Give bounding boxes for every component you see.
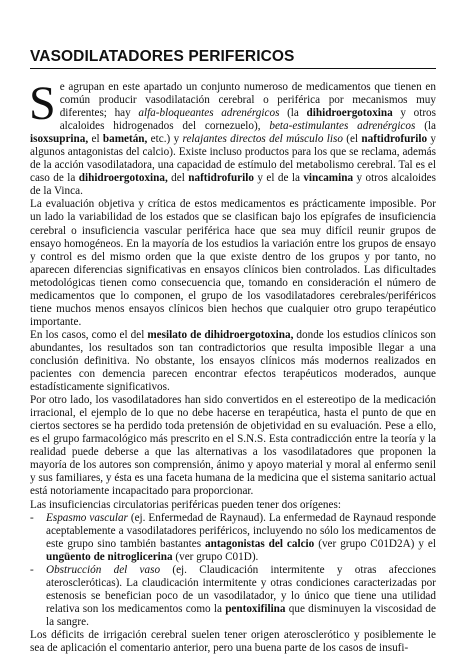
origins-list <box>30 512 436 629</box>
text-run: etc.) y <box>147 133 183 146</box>
page-title: VASODILATADORES PERIFERICOS <box>30 48 436 69</box>
list-bullet: - <box>30 511 34 524</box>
text-run: (ver grupo C01D). <box>172 550 259 563</box>
drug-name: dihidroergotoxina <box>306 107 393 120</box>
text-run: el <box>88 133 103 146</box>
text-run: e agrupan en este apartado un conjunto numeroso de medicamentos que tienen en común producir vasodilatación cerebral o periférica por mecanismos muy diferentes; hay <box>59 81 436 120</box>
drug-name: ungüento de nitroglicerina <box>46 550 173 563</box>
drug-class-term: alfa-bloqueantes adrenérgicos <box>138 107 280 120</box>
text-run: En los casos, como el del <box>30 328 148 341</box>
text-run: y otros alcaloides hidrogenados del cornezuelo), <box>59 107 436 133</box>
drug-class-term: relajantes directos del músculo liso <box>182 133 343 146</box>
drug-name: isoxsuprina, <box>30 133 89 146</box>
document-page <box>30 48 436 655</box>
text-run: (ver grupo C01D2A) y el <box>314 537 436 550</box>
list-bullet: - <box>30 563 34 576</box>
text-run: (la <box>415 120 437 133</box>
drug-name: pentoxifilina <box>225 602 286 615</box>
text-run: y algunos antagonistas del calcio). Existe incluso productos para los que se reclama, además de la acción vasodilatadora, una capacidad de estímulo del metabolismo cerebral. Tal es el caso de la <box>30 133 437 185</box>
text-run: (el <box>342 133 362 146</box>
text-run: (la <box>279 107 307 120</box>
article-body <box>29 77 437 655</box>
origins-intro-paragraph: Las insuficiencias circulatorias periféricas pueden tener dos orígenes: <box>30 498 341 511</box>
drop-cap: S <box>29 77 56 130</box>
text-run: que disminuyen la viscosidad de la sangre. <box>46 602 436 628</box>
list-item-term: Obstrucción del vaso <box>46 563 161 576</box>
text-run: (ej. Enfermedad de Raynaud). La enfermedad de Raynaud responde aceptablemente a vasodilatadores periféricos, incluyendo no sólo los medicamentos de este grupo sino también bastantes <box>46 511 437 550</box>
drug-name: dihidroergotoxina, <box>78 172 168 185</box>
text-run: y el de la <box>253 172 304 185</box>
drug-name: bametán, <box>102 133 148 146</box>
text-run: y otros alcaloides de la Vinca. <box>30 172 436 198</box>
text-run: donde los estudios clínicos son abundantes, los resultados son tan contradictorios que resulta imposible llegar a una conclusión definitiva. No obstante, los ensayos clínicos más modernos realizados en pacientes con demencia parecen encontrar efectos terapéuticos moderados, aunque estadísticamente significativos. <box>30 328 437 394</box>
intro-paragraph <box>29 77 437 198</box>
list-item <box>30 512 436 564</box>
text-run: (ej. Claudicación intermitente y otras afecciones ateroscleróticas). La claudicación intermitente y otras condiciones caracterizadas por estenosis se benefician poco de un vasodilatador, y lo único que tiene una utilidad relativa son los medicamentos como la <box>46 563 437 615</box>
list-item-term: Espasmo vascular <box>46 511 128 524</box>
list-item <box>30 564 436 629</box>
drug-class-term: beta-estimulantes adrenérgicos <box>269 120 416 133</box>
controversy-paragraph: Por otro lado, los vasodilatadores han sido convertidos en el estereotipo de la medicación irracional, el ejemplo de lo que no debe hacerse en terapéutica, hasta el punto de que en ciertos sectores se ha perdido toda pretensión de objetividad en su evaluación. Pese a ello, es el grupo farmacológico más prescrito en el S.N.S. Esta contradicción entre la teoría y la realidad puede deberse a que las alternativas a los vasodilatadores que proponen la mayoría de los autores son comprensión, ánimo y apoyo material y moral al enfermo senil y sus familiares, y ésta es una faceta humana de la medicina que el sistema sanitario actual está notoriamente incapacitado para proporcionar. <box>30 394 436 498</box>
drug-name: naftidrofurilo <box>361 133 428 146</box>
evidence-paragraph <box>30 329 436 394</box>
text-run: del <box>167 172 189 185</box>
drug-name: naftidrofurilo <box>188 172 254 185</box>
drug-name: vincamina <box>303 172 354 185</box>
closing-paragraph: Los déficits de irrigación cerebral suelen tener origen aterosclerótico y posiblemente le sea de aplicación el comentario anterior, pero una buena parte de los casos de insufi- <box>30 628 436 655</box>
drug-name: mesilato de dihidroergotoxina, <box>147 328 294 341</box>
drug-name: antagonistas del calcio <box>205 537 315 550</box>
evaluation-paragraph: La evaluación objetiva y crítica de estos medicamentos es prácticamente imposible. Por un lado la variabilidad de los estados que se clasifican bajo los epígrafes de insuficiencia cerebral o insuficiencia vascular periférica hace que sea muy difícil reunir grupos de ensayo homogéneos. En la mayoría de los estudios la variación entre los grupos de ensayo y control es del mismo orden que la que existe dentro de los grupos y por tanto, no aparecen diferencias significativas en ensayos clínicos bien controlados. Las dificultades metodológicas tienen como consecuencia que, tomando en consideración el número de medicamentos que lo componen, el grupo de los vasodilatadores cerebrales/periféricos tiene muchos menos ensayos clínicos bien hechos que cualquier otro grupo terapéutico importante. <box>30 198 436 328</box>
